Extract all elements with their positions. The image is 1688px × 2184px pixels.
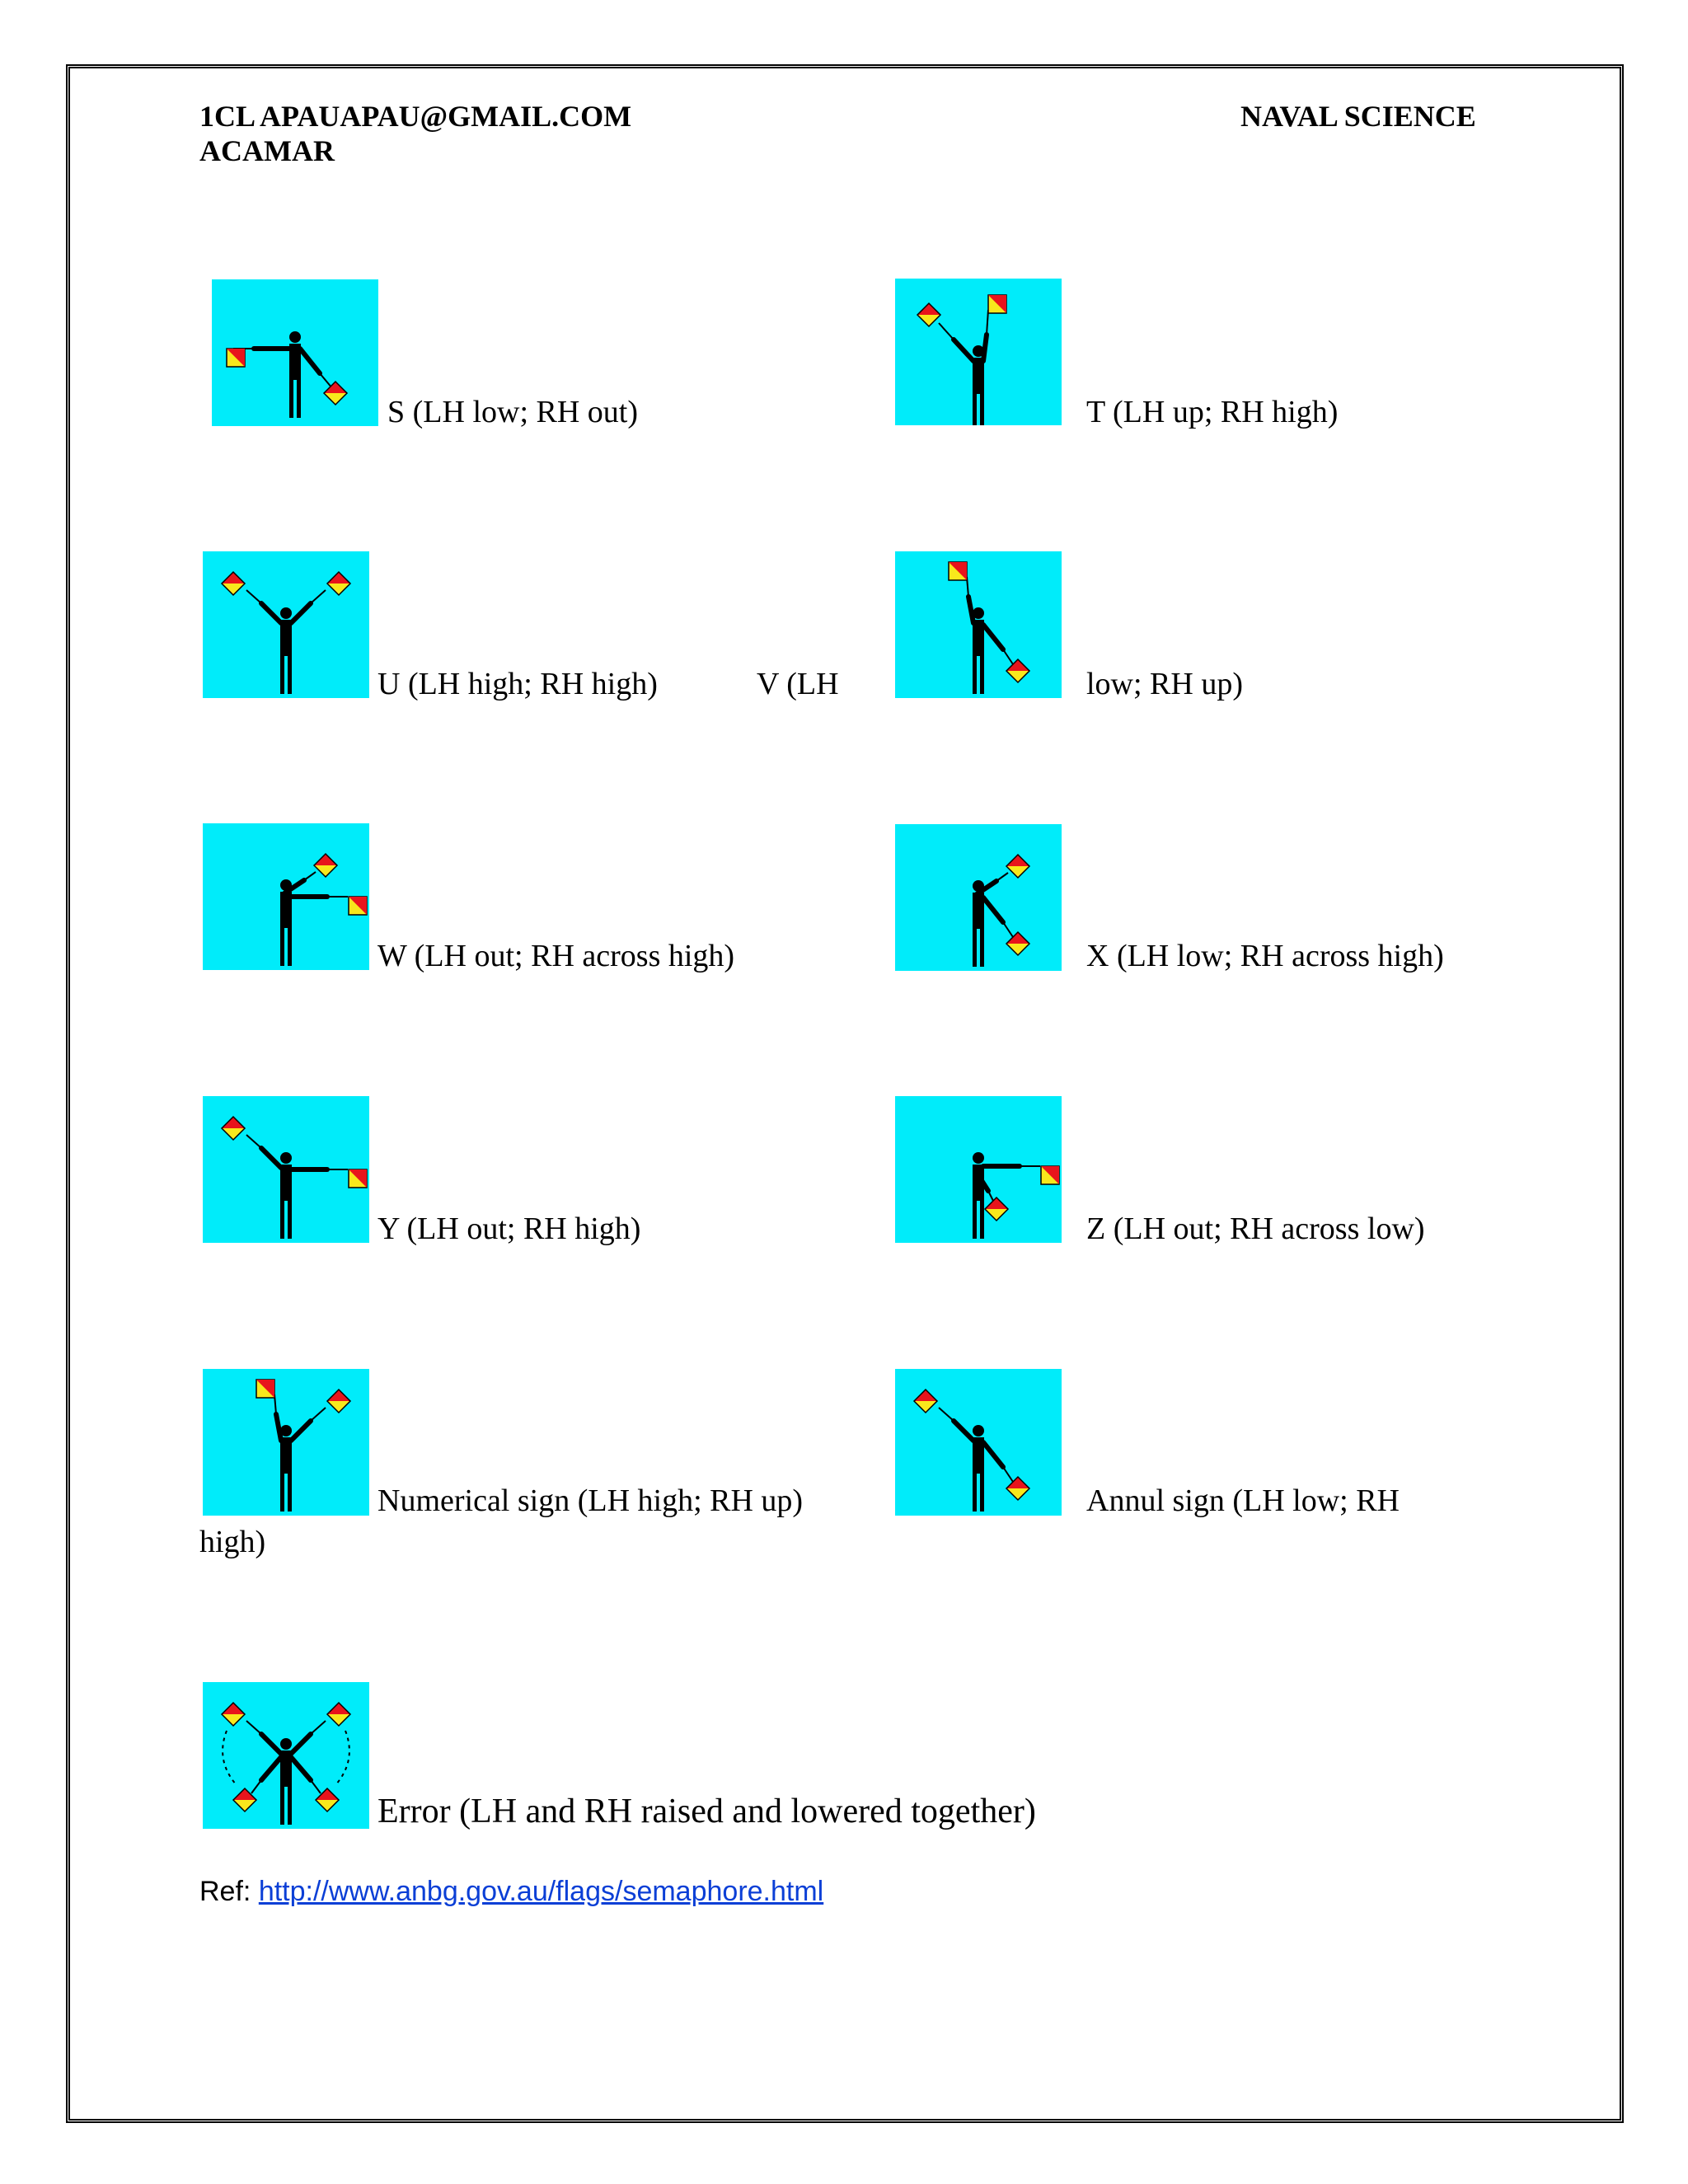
reference: [199, 1876, 823, 1908]
semaphore-figure: [203, 551, 369, 698]
flag-staff: [1003, 1467, 1013, 1482]
semaphore-figure: [203, 1682, 369, 1829]
caption-numerical-wrap: high): [199, 1525, 266, 1559]
semaphore-figure: [895, 1369, 1062, 1516]
figure-head: [280, 607, 292, 619]
semaphore-x-icon: [895, 824, 1062, 971]
caption-annul: Annul sign (LH low; RH: [1086, 1483, 1400, 1518]
figure-leg: [973, 1474, 977, 1511]
caption-t: T (LH up; RH high): [1086, 395, 1339, 429]
figure-leg: [288, 928, 292, 966]
figure-leg: [973, 656, 977, 694]
semaphore-figure: [203, 823, 369, 970]
figure-leg: [288, 656, 292, 694]
semaphore-s-icon: [212, 279, 378, 426]
semaphore-figure: [895, 551, 1062, 698]
caption-s: S (LH low; RH out): [387, 395, 638, 429]
semaphore-figure: [895, 1096, 1062, 1243]
figure-arm: [954, 1421, 973, 1441]
figure-leg: [980, 1201, 984, 1239]
flag-staff: [246, 1721, 261, 1734]
semaphore-figure: [203, 1096, 369, 1243]
flag-right-high: [327, 1703, 350, 1726]
figure-head: [280, 1738, 292, 1750]
figure-leg: [288, 1787, 292, 1825]
figure-leg: [280, 928, 284, 966]
figure-leg: [973, 1201, 977, 1239]
motion-arc: [223, 1731, 237, 1785]
figure-head: [280, 1152, 292, 1164]
caption-error: Error (LH and RH raised and lowered together): [377, 1793, 1036, 1830]
flag-staff: [939, 323, 954, 340]
caption-x: X (LH low; RH across high): [1086, 939, 1444, 973]
semaphore-figure: [212, 279, 378, 426]
flag-right: [327, 572, 350, 595]
figure-arm: [261, 1148, 281, 1168]
figure-leg: [297, 380, 301, 418]
figure-arm: [276, 1414, 281, 1441]
figure-leg: [280, 656, 284, 694]
flag-left: [1006, 932, 1029, 955]
figure-arm: [261, 1734, 281, 1754]
figure-leg: [280, 1787, 284, 1825]
flag-left: [949, 562, 967, 580]
flag-staff: [1003, 649, 1013, 664]
reference-link[interactable]: http://www.anbg.gov.au/flags/semaphore.html: [258, 1876, 824, 1907]
figure-arm: [261, 1757, 281, 1780]
flag-right: [1006, 659, 1029, 682]
caption-v-part2: low; RH up): [1086, 667, 1243, 701]
figure-leg: [280, 1474, 284, 1511]
flag-staff: [939, 1408, 954, 1421]
flag-left: [1041, 1166, 1059, 1184]
figure-leg: [980, 394, 984, 425]
figure-arm: [291, 1734, 311, 1754]
figure-arm: [983, 335, 987, 361]
figure-arm: [983, 1442, 1003, 1467]
semaphore-y-icon: [203, 1096, 369, 1243]
flag-staff: [311, 590, 326, 603]
figure-arm: [291, 1757, 311, 1780]
figure-arm: [954, 340, 973, 361]
header-left-line2: ACAMAR: [199, 134, 335, 167]
caption-z: Z (LH out; RH across low): [1086, 1212, 1425, 1246]
flag-right: [988, 295, 1006, 313]
semaphore-error-icon: [203, 1682, 369, 1829]
semaphore-z-icon: [895, 1096, 1062, 1243]
flag-left-high: [222, 1703, 245, 1726]
header-left-line1: 1CL APAUAPAU@GMAIL.COM: [199, 100, 632, 133]
figure-arm: [983, 625, 1003, 649]
caption-u: U (LH high; RH high): [377, 667, 658, 701]
flag-staff: [251, 1780, 261, 1793]
motion-arc: [335, 1731, 349, 1785]
figure-arm: [261, 603, 281, 623]
flag-right: [349, 1169, 367, 1188]
caption-v-part1: V (LH: [757, 667, 839, 701]
flag-right: [985, 1197, 1008, 1221]
flag-right: [1006, 1477, 1029, 1500]
figure-head: [289, 331, 301, 343]
figure-leg: [289, 380, 293, 418]
flag-left: [222, 1117, 245, 1140]
flag-left: [227, 349, 245, 367]
flag-right: [1006, 855, 1029, 878]
flag-staff: [311, 1408, 326, 1421]
flag-staff: [996, 873, 1008, 881]
flag-staff: [311, 1780, 321, 1793]
flag-staff: [1003, 922, 1013, 937]
figure-leg: [280, 1201, 284, 1239]
figure-head: [973, 1152, 984, 1164]
figure-leg: [973, 929, 977, 967]
caption-w: W (LH out; RH across high): [377, 939, 735, 973]
semaphore-u-icon: [203, 551, 369, 698]
semaphore-numerical-icon: [203, 1369, 369, 1516]
figure-arm: [291, 1421, 311, 1441]
flag-staff: [304, 872, 316, 880]
figure-leg: [980, 929, 984, 967]
flag-staff: [246, 590, 261, 603]
flag-right: [327, 1390, 350, 1413]
figure-arm: [983, 898, 1003, 922]
reference-label: Ref:: [199, 1876, 251, 1907]
flag-left: [914, 1390, 937, 1413]
figure-arm: [291, 603, 311, 623]
figure-leg: [980, 656, 984, 694]
caption-y: Y (LH out; RH high): [377, 1212, 641, 1246]
caption-numerical: Numerical sign (LH high; RH up): [377, 1483, 804, 1518]
flag-left: [349, 897, 367, 915]
figure-leg: [980, 1474, 984, 1511]
flag-staff: [988, 1191, 993, 1201]
semaphore-figure: [895, 279, 1062, 425]
flag-right: [314, 854, 337, 877]
figure-leg: [288, 1201, 292, 1239]
semaphore-v-icon: [895, 551, 1062, 698]
semaphore-figure: [895, 824, 1062, 971]
figure-arm: [300, 349, 320, 373]
semaphore-w-icon: [203, 823, 369, 970]
figure-leg: [973, 394, 977, 425]
flag-staff: [311, 1721, 326, 1734]
flag-right: [324, 382, 347, 405]
semaphore-figure: [203, 1369, 369, 1516]
semaphore-annul-icon: [895, 1369, 1062, 1516]
figure-head: [973, 1425, 984, 1436]
flag-left: [222, 572, 245, 595]
figure-arm: [968, 597, 973, 623]
header-right: NAVAL SCIENCE: [1240, 100, 1476, 133]
flag-staff: [246, 1135, 261, 1148]
semaphore-t-icon: [895, 279, 1062, 425]
figure-leg: [288, 1474, 292, 1511]
flag-left: [917, 303, 940, 326]
flag-left: [256, 1380, 274, 1398]
